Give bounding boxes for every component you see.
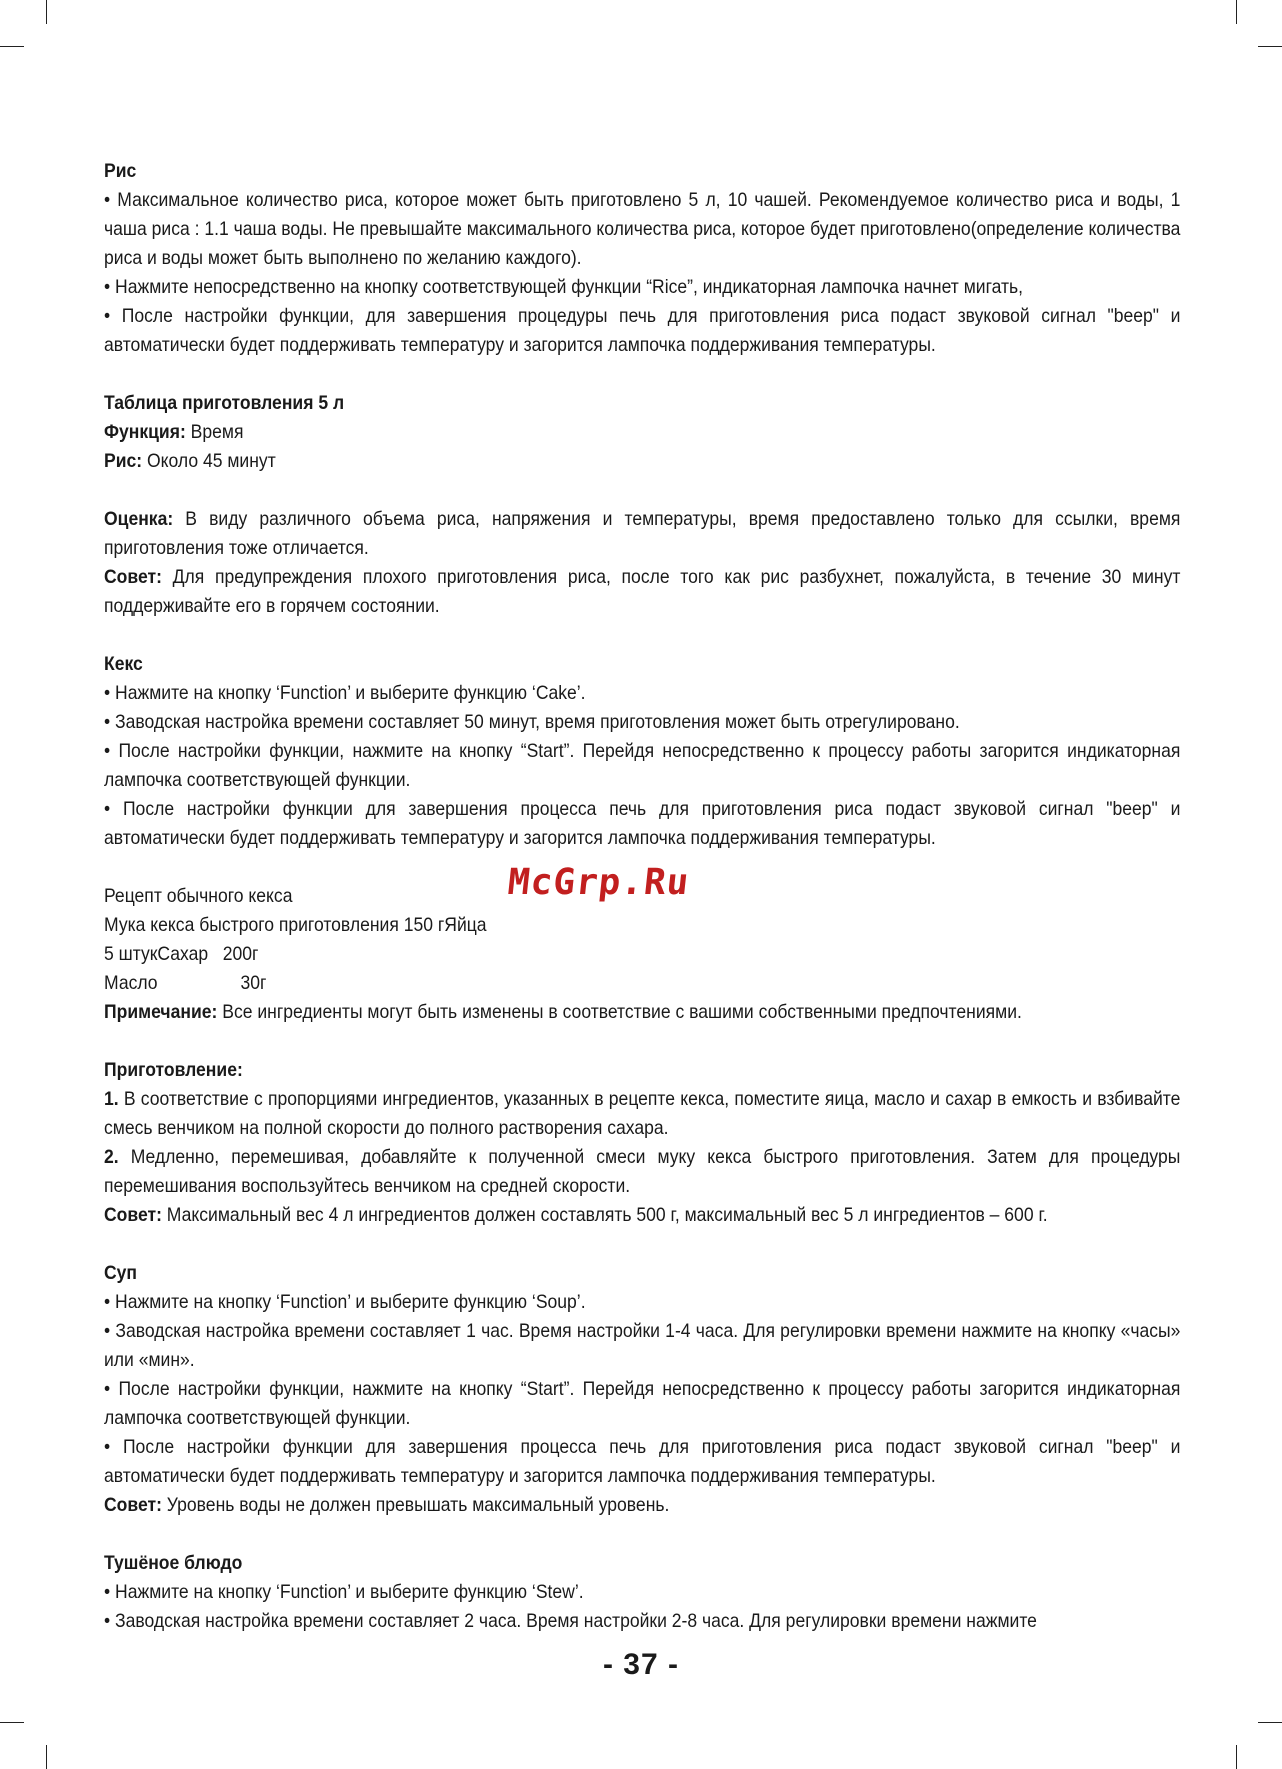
recipe-line: Масло 30г (104, 972, 267, 994)
table-value: Около 45 минут (142, 450, 276, 472)
cake-paragraph: • После настройки функции, нажмите на кнопку “Start”. Перейдя непосредственно к процессу работы загорится индикаторная лампочка соответствующей функции. (104, 740, 1181, 791)
crop-mark (1258, 1722, 1282, 1723)
soup-paragraph: • После настройки функции для завершения процесса печь для приготовления риса подаст звуковой сигнал "beep" и автоматически будет поддерживать температуру и загорится лампочка поддерживания температуры. (104, 1436, 1181, 1487)
section-title-cake: Кекс (104, 653, 143, 675)
tip-text: Максимальный вес 4 л ингредиентов должен составлять 500 г, максимальный вес 5 л ингредиентов – 600 г. (161, 1204, 1048, 1226)
cake-paragraph: • Нажмите на кнопку ‘Function’ и выберите функцию ‘Cake’. (104, 682, 586, 704)
table-value: Время (185, 421, 244, 443)
crop-mark (1236, 0, 1237, 24)
crop-mark (46, 0, 47, 24)
table-label: Функция: (104, 421, 186, 443)
soup-paragraph: • После настройки функции, нажмите на кнопку “Start”. Перейдя непосредственно к процессу работы загорится индикаторная лампочка соответствующей функции. (104, 1378, 1181, 1429)
tip-text: Для предупреждения плохого приготовления риса, после того как рис разбухнет, пожалуйста, в течение 30 минут поддерживайте его в горячем состоянии. (104, 566, 1181, 617)
step-number: 2. (104, 1146, 119, 1168)
crop-mark (0, 46, 24, 47)
tip-text: Уровень воды не должен превышать максимальный уровень. (161, 1494, 670, 1516)
section-title-table: Таблица приготовления 5 л (104, 392, 345, 414)
crop-mark (1236, 1745, 1237, 1769)
page-number: - 37 - (602, 1648, 680, 1681)
recipe-line: Рецепт обычного кекса (104, 885, 293, 907)
tip-paragraph (104, 1201, 1180, 1230)
crop-mark (1258, 46, 1282, 47)
stew-paragraph: • Нажмите на кнопку ‘Function’ и выберите функцию ‘Stew’. (104, 1581, 584, 1603)
tip-paragraph (104, 563, 1180, 621)
rating-paragraph (104, 505, 1180, 563)
section-title-soup: Суп (104, 1262, 138, 1284)
soup-paragraph: • Нажмите на кнопку ‘Function’ и выберите функцию ‘Soup’. (104, 1291, 586, 1313)
cake-paragraph: • Заводская настройка времени составляет 50 минут, время приготовления может быть отрегулировано. (104, 711, 960, 733)
cake-paragraph: • После настройки функции для завершения процесса печь для приготовления риса подаст звуковой сигнал "beep" и автоматически будет поддерживать температуру и загорится лампочка поддерживания температуры. (104, 798, 1181, 849)
tip-label: Совет: (104, 566, 162, 588)
crop-mark (0, 1722, 24, 1723)
note-label: Примечание: (104, 1001, 218, 1023)
recipe-line: 5 штукСахар 200г (104, 943, 259, 965)
stew-paragraph: • Заводская настройка времени составляет 2 часа. Время настройки 2-8 часа. Для регулировки времени нажмите (104, 1610, 1037, 1632)
watermark-logo: McGrp.Ru (505, 862, 692, 903)
step-text: В соответствие с пропорциями ингредиентов, указанных в рецепте кекса, поместите яица, масло и сахар в емкость и взбивайте смесь венчиком на полной скорости до полного растворения сахара. (104, 1088, 1181, 1139)
preparation-step (104, 1085, 1180, 1143)
note-text: Все ингредиенты могут быть изменены в соответствие с вашими собственными предпочтениями. (217, 1001, 1022, 1023)
tip-label: Совет: (104, 1204, 162, 1226)
recipe-line: Мука кекса быстрого приготовления 150 гЯйца (104, 914, 487, 936)
rice-paragraph: • Нажмите непосредственно на кнопку соответствующей функции “Rice”, индикаторная лампочка начнет мигать, (104, 276, 1024, 298)
section-title-preparation: Приготовление: (104, 1059, 243, 1081)
crop-mark (46, 1745, 47, 1769)
step-text: Медленно, перемешивая, добавляйте к полученной смеси муку кекса быстрого приготовления. Затем для процедуры перемешивания воспользуйтесь венчиком на средней скорости. (104, 1146, 1181, 1197)
table-row-function (104, 418, 1180, 447)
rice-paragraph: • После настройки функции, для завершения процедуры печь для приготовления риса подаст звуковой сигнал "beep" и автоматически будет поддерживать температуру и загорится лампочка поддерживания температуры. (104, 305, 1181, 356)
recipe-note (104, 998, 1180, 1027)
section-title-rice: Рис (104, 160, 137, 182)
rice-paragraph: • Максимальное количество риса, которое может быть приготовлено 5 л, 10 чашей. Рекомендуемое количество риса и воды, 1 чаша риса : 1.1 чаша воды. Не превышайте максимального количества риса, которое будет приготовлено(определение количества риса и воды может быть выполнено по желанию каждого). (104, 189, 1181, 269)
soup-paragraph: • Заводская настройка времени составляет 1 час. Время настройки 1-4 часа. Для регулировки времени нажмите на кнопку «часы» или «мин». (104, 1320, 1181, 1371)
tip-label: Совет: (104, 1494, 162, 1516)
rating-label: Оценка: (104, 508, 174, 530)
table-row-rice (104, 447, 1180, 476)
tip-paragraph (104, 1491, 1180, 1520)
table-label: Рис: (104, 450, 143, 472)
step-number: 1. (104, 1088, 119, 1110)
rating-text: В виду различного объема риса, напряжения и температуры, время предоставлено только для ссылки, время приготовления тоже отличается. (104, 508, 1181, 559)
preparation-step (104, 1143, 1180, 1201)
section-title-stew: Тушёное блюдо (104, 1552, 243, 1574)
